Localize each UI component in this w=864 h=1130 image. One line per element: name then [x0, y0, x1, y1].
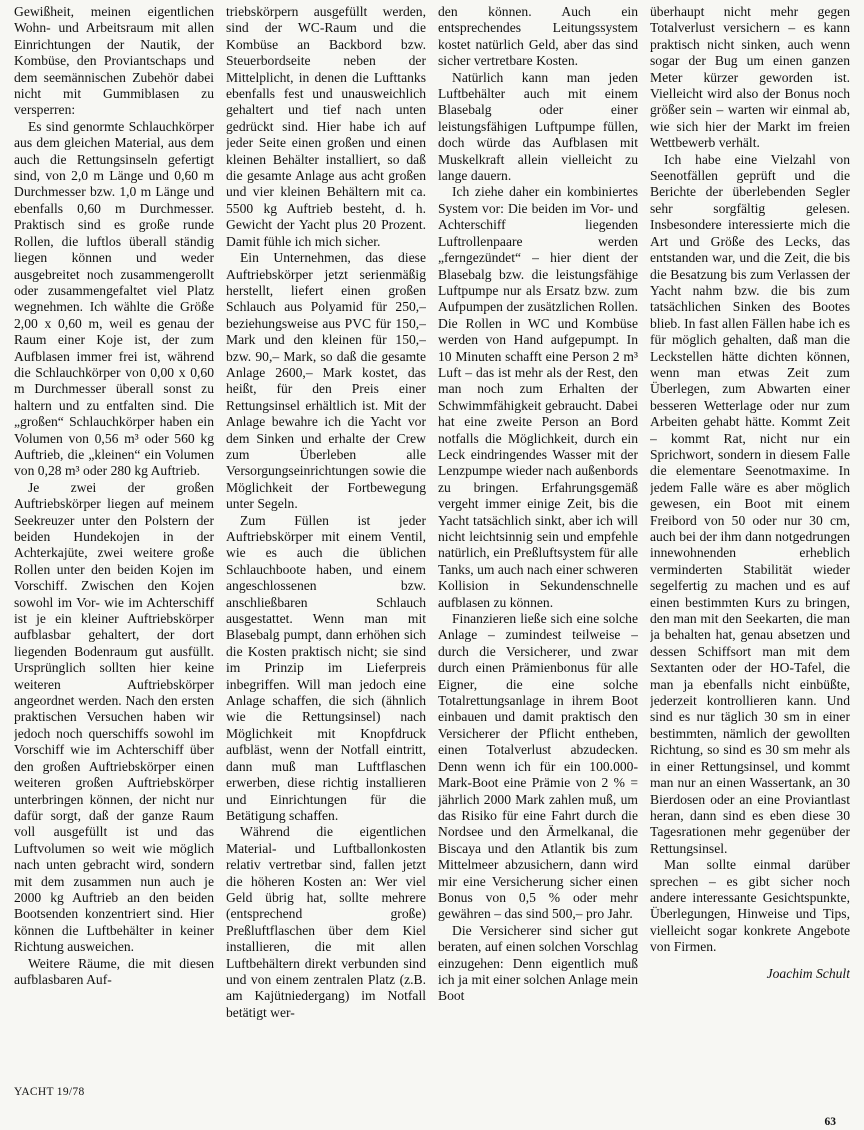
paragraph: Ein Unternehmen, das diese Auftriebskörper jetzt serienmäßig herstellt, liefert einen großen Schlauch aus Polyamid für 250,– beziehungsweise aus PVC für 150,– Mark und den kleinen für 150,– bzw. 90,– Mark, so daß die gesamte Anlage 2600,– Mark kostet, das heißt, für den Preis einer Rettungsinsel erhältlich ist. Mit der Anlage bewahre ich die Yacht vor dem Sinken und erhalte der Crew zum Überleben alle Versorgungseinrichtungen sowie die Möglichkeit der Fortbewegung unter Segeln. [226, 250, 426, 512]
page-number: 63 [824, 1116, 836, 1128]
paragraph: Natürlich kann man jeden Luftbehälter auch mit einem Blasebalg oder einer leistungsfähigen Luftpumpe füllen, doch würde das Aufblasen mit Muskelkraft allein vielleicht zu lange dauern. [438, 69, 638, 184]
paragraph: Es sind genormte Schlauchkörper aus dem gleichen Material, aus dem auch die Rettungsinseln gefertigt sind, von 2,0 m Länge und 0,60 m Durchmesser bzw. 1,0 m Länge und ebenfalls 0,60 m Durchmesser. Praktisch sind es große runde Rollen, die luftlos überall ständig liegen können und weder ausgebreitet noch zusammengerollt oder zusammengefaltet viel Platz wegnehmen. Ich wählte die Größe 2,00 x 0,60 m, weil es genau der Raum einer Koje ist, der zum Aufblasen immer frei ist, während die Schlauchkörper von 0,00 x 0,60 m Durchmesser überall sonst zu haltern und zu entfalten sind. Die „großen“ Schlauchkörper haben ein Volumen von 0,56 m³ oder 560 kg Auftrieb, die „kleinen“ ein Volumen von 0,28 m³ oder 280 kg Auftrieb. [14, 118, 214, 479]
paragraph: Je zwei der großen Auftriebskörper liegen auf meinem Seekreuzer unter den Polstern der beiden Hundekojen in der Achterkajüte, zwei weitere große Rollen unter den beiden Kojen im Vorschiff. Zwischen den Kojen sowohl im Vor- wie im Achterschiff ist je ein kleiner Auftriebskörper aufblasbar gehaltert, der dort liegenden Bodenraum gut ausfüllt. Ursprünglich sollten hier keine weiteren Auftriebskörper angeordnet werden. Nach den ersten praktischen Versuchen haben wir jedoch noch querschiffs sowohl im Vorschiff wie im Achterschiff über den großen Auftriebskörper einen weiteren großen Auftriebskörper unterbringen können, der nicht nur dafür sorgt, daß der ganze Raum voll ausgefüllt ist und das Luftvolumen so weit wie möglich nach unten gebracht wird, sondern mit dem zusammen nun auch je 2000 kg Auftrieb an den beiden Bootsenden konzentriert sind. Hier können die Luftbehälter in keiner Richtung ausweichen. [14, 479, 214, 955]
text-columns [14, 4, 850, 1076]
paragraph: überhaupt nicht mehr gegen Totalverlust versichern – es kann praktisch nicht sinken, auch wenn sogar der Bug um einen ganzen Meter kürzer geworden ist. Vielleicht wird also der Bonus noch größer sein – warten wir einmal ab, wie sich hier der Markt im freien Wettbewerb verhält. [650, 4, 850, 151]
paragraph: Man sollte einmal darüber sprechen – es gibt sicher noch andere interessante Gesichtspunkte, Überlegungen, Hinweise und Tips, vielleicht sogar konkrete Angebote von Firmen. [650, 857, 850, 955]
paragraph: Ich ziehe daher ein kombiniertes System vor: Die beiden im Vor- und Achterschiff liegenden Luftrollenpaare werden „ferngezündet“ – hier dient der Blasebalg bzw. die leistungsfähige Luftpumpe nur als Ersatz bzw. zum Aufpumpen der zusätzlichen Rollen. Die Rollen in WC und Kombüse werden von Hand aufgepumpt. In 10 Minuten schafft eine Person 2 m³ Luft – das ist mehr als der Rest, den man noch zum Erhalten der Schwimmfähigkeit gebraucht. Dabei hat eine zweite Person an Bord notfalls die Möglichkeit, durch ein Leck eindringendes Wasser mit der Lenzpumpe wieder nach außenbords zu bringen. Erfahrungsgemäß vergeht immer einige Zeit, bis die Yacht tatsächlich sinkt, aber ich will nicht leichtsinnig sein und empfehle natürlich, ein Preßluftsystem für alle Tanks, um auch nach einer schweren Kollision in Sekundenschnelle aufblasen zu können. [438, 184, 638, 610]
paragraph: Zum Füllen ist jeder Auftriebskörper mit einem Ventil, wie es auch die üblichen Schlauchboote haben, und einem angeschlossenen bzw. anschließbaren Schlauch ausgestattet. Wenn man mit Blasebalg pumpt, dann erhöhen sich die Kosten praktisch nicht; sie sind im Prinzip im Lieferpreis inbegriffen. Will man jedoch eine Anlage schaffen, die sich (ähnlich wie die Rettungsinsel) nach Möglichkeit mit Knopfdruck aufbläst, wenn der Notfall eintritt, dann muß man Luftflaschen erwerben, diese richtig installieren und Einrichtungen für die Betätigung schaffen. [226, 512, 426, 823]
magazine-issue-label: YACHT 19/78 [14, 1086, 85, 1098]
column-1 [14, 4, 214, 1076]
paragraph: den können. Auch ein entsprechendes Leitungssystem kostet natürlich Geld, aber das sind sicher vertretbare Kosten. [438, 4, 638, 69]
column-2 [226, 4, 426, 1076]
author-signature: Joachim Schult [766, 965, 850, 981]
paragraph: triebskörpern ausgefüllt werden, sind der WC-Raum und die Kombüse an Backbord bzw. Steuerbordseite neben der Mittelplicht, in denen die Lufttanks ebenfalls fest und unausweichlich gehaltert und tief nach unten gedrückt sind. Hier habe ich auf jeder Seite einen großen und einen kleinen Behälter installiert, so daß die gesamte Anlage aus acht großen und vier kleinen Behältern mit ca. 5500 kg Auftrieb besteht, d. h. Gewicht der Yacht plus 20 Prozent. Damit fühle ich mich sicher. [226, 4, 426, 249]
paragraph: Die Versicherer sind sicher gut beraten, auf einen solchen Vorschlag einzugehen: Denn eigentlich muß ich ja mit einer solchen Anlage mein Boot [438, 922, 638, 1004]
paragraph: Gewißheit, meinen eigentlichen Wohn- und Arbeitsraum mit allen Einrichtungen der Nautik, der Kombüse, den Proviantschaps und dem seemännischen Zubehör dabei nicht mit Gummiblasen zu versperren: [14, 4, 214, 118]
paragraph: Weitere Räume, die mit diesen aufblasbaren Auf- [14, 955, 214, 987]
paragraph: Finanzieren ließe sich eine solche Anlage – zumindest teilweise – durch die Versicherer, und zwar durch einen Prämienbonus für alle Eigner, die eine solche Totalrettungsanlage in ihrem Boot einbauen und damit praktisch den Versicherer der Pflicht entheben, einen Totalverlust abzudecken. Denn wenn ich für ein 100.000-Mark-Boot eine Prämie von 2 % = jährlich 2000 Mark zahlen muß, um das Risiko für eine Fahrt durch die Nordsee und den Ärmelkanal, die Biscaya und den Atlantik bis zum Mittelmeer abzusichern, dann wird mir eine Versicherung sicher einen Bonus von 0,5 % oder mehr gewähren – das sind 500,– pro Jahr. [438, 611, 638, 922]
column-3 [438, 4, 638, 1076]
column-4 [650, 4, 850, 1076]
paragraph: Während die eigentlichen Material- und Luftballonkosten relativ vertretbar sind, fallen jetzt die höheren Kosten an: Wer viel Geld übrig hat, sollte mehrere (entsprechend große) Preßluftflaschen über dem Kiel installieren, die mit allen Luftbehältern direkt verbunden sind und von einem zentralen Platz (z.B. am Kajütniedergang) im Notfall betätigt wer- [226, 824, 426, 1020]
paragraph: Ich habe eine Vielzahl von Seenotfällen geprüft und die Berichte der überlebenden Segler sehr sorgfältig gelesen. Insbesondere interessierte mich die Art und Größe des Lecks, das entstanden war, und die Zeit, die bis die Besatzung bis zum Verlassen der Yacht nahm bzw. die bis zum tatsächlichen Sinken des Bootes blieb. In fast allen Fällen habe ich es für möglich gehalten, daß man die Leckstellen hätte dichten können, wenn man etwas Zeit zum Überlegen, zum Abwarten einer besseren Wetterlage oder nur zum Arbeiten gehabt hätte. Kommt Zeit – kommt Rat, nicht nur ein Sprichwort, sondern in diesem Falle die elementare Seenotmaxime. In jedem Falle wäre es aber möglich gewesen, ein Boot mit einem Freibord von 50 oder nur 30 cm, auch bei der ihm dann notgedrungen innewohnenden erheblich verminderten Stabilität wieder segelfertig zu machen und es auf einen bestimmten Kurs zu bringen, den man mit den Seekarten, die man ja behalten hat, genau absetzen und dessen Schiffsort man mit dem Sextanten oder der HO-Tafel, die man ja ebenfalls nicht einbüßte, jederzeit kontrollieren kann. Und sind es nur täglich 30 sm in einer bestimmten, nämlich der gewollten Richtung, so sind es 30 sm mehr als in einer Rettungsinsel, und kommt man nur an einen Wassertank, an 30 Bierdosen oder an eine Proviantlast heran, dann sind es eben diese 30 Tagesrationen mehr gegenüber der Rettungsinsel. [650, 151, 850, 856]
